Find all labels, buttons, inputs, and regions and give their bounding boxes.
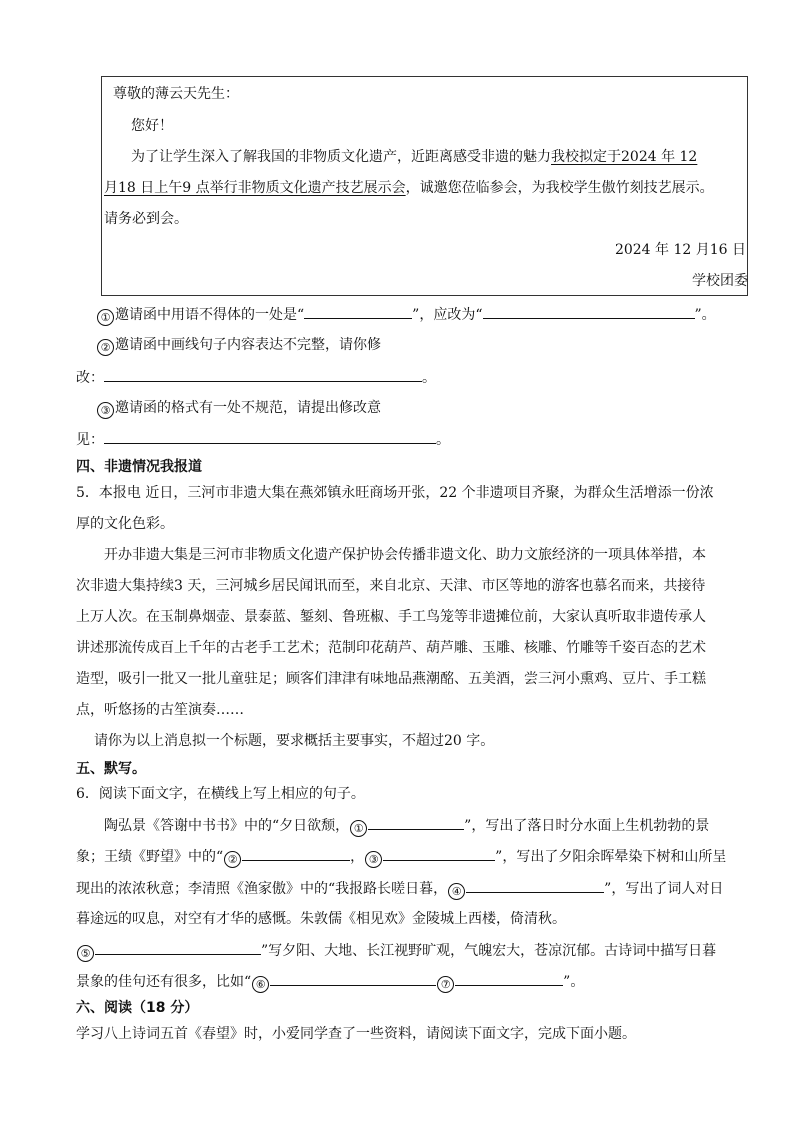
letter-question-2-answer: 改： 。 [76,367,436,388]
letter-body-line2: 月18 日上午9 点举行非物质文化遗产技艺展示会，诚邀您莅临参会，为我校学生傲竹刻技艺展示。 [104,180,714,196]
section6-intro: 学习八上诗词五首《春望》时，小爱同学查了一些资料，请阅读下面文字，完成下面小题。 [76,1026,636,1042]
news-paragraph-1a: 5．本报电 近日，三河市非遗大集在燕郊镇永旺商场开张，22 个非遗项目齐聚，为群众生活增添一份浓 [76,485,714,501]
dictation-line-4: 暮途远的叹息，对空有才华的感慨。朱敦儒《相见欢》金陵城上西楼，倚清秋。 [76,911,566,927]
news-paragraph-2-line2: 次非遗大集持续3 天，三河城乡居民闻讯而至，来自北京、天津、市区等地的游客也慕名而来，共接待 [76,578,706,594]
answer-blank[interactable] [304,304,412,319]
dictation-line-5: ⑤ ”写夕阳、大地、长江视野旷观，气魄宏大，苍凉沉郁。古诗词中描写日暮 [76,940,716,962]
section5-heading: 五、默写。 [76,761,146,777]
letter-greeting: 您好！ [131,118,173,134]
letter-question-1: ① 邀请函中用语不得体的一处是“ ”，应改为“ ”。 [96,304,716,326]
news-paragraph-2-line1: 开办非遗大集是三河市非物质文化遗产保护协会传播非遗文化、助力文旅经济的一项具体举措，本 [104,547,706,563]
section6-heading: 六、阅读（18 分） [76,1000,199,1016]
section4-heading: 四、非遗情况我报道 [76,459,202,475]
answer-blank[interactable] [483,304,695,319]
underlined-sentence-part1: 我校拟定于2024 年 12 [551,149,698,165]
answer-blank[interactable] [95,940,261,955]
letter-question-2: ② 邀请函中画线句子内容表达不完整，请你修 [96,335,381,356]
news-paragraph-2-line5: 造型，吸引一批又一批儿童驻足；顾客们津津有味地品燕潮酩、五美酒，尝三河小熏鸡、豆片、手工糕 [76,671,706,687]
dictation-line-2: 象；王绩《野望》中的“ ② ， ③ ”，写出了夕阳余晖晕染下树和山所呈 [76,846,726,868]
news-paragraph-2-line3: 上万人次。在玉制鼻烟壶、景泰蓝、錾刻、鲁班椒、手工鸟笼等非遗摊位前，大家认真听取非遗传承人 [76,609,706,625]
section5-question: 6．阅读下面文字，在横线上写上相应的句子。 [76,786,365,802]
answer-blank[interactable] [104,367,422,382]
news-question: 请你为以上消息拟一个标题，要求概括主要事实，不超过20 字。 [94,733,495,749]
news-paragraph-1b: 厚的文化色彩。 [76,516,174,532]
answer-blank[interactable] [270,971,436,986]
underlined-sentence-part2: 月18 日上午9 点举行非物质文化遗产技艺展示会 [104,180,406,196]
answer-blank[interactable] [383,846,495,861]
answer-blank[interactable] [242,846,350,861]
letter-body-line3: 请务必到会。 [104,211,188,227]
letter-body-line1: 为了让学生深入了解我国的非物质文化遗产，近距离感受非遗的魅力我校拟定于2024 年 12 [131,149,698,165]
letter-question-3-answer: 见： 。 [76,429,450,450]
news-paragraph-2-line6: 点，听悠扬的古笙演奏…… [76,702,244,718]
answer-blank[interactable] [466,878,604,893]
letter-sender: 学校团委 [692,273,748,289]
news-paragraph-2-line4: 讲述那流传成百上千年的古老手工艺术；范制印花葫芦、葫芦雕、玉雕、核雕、竹雕等千姿百态的艺术 [76,640,706,656]
answer-blank[interactable] [368,815,464,830]
answer-blank[interactable] [104,429,436,444]
letter-question-3: ③ 邀请函的格式有一处不规范，请提出修改意 [96,398,381,419]
dictation-line-6: 景象的佳句还有很多，比如“ ⑥ ⑦ ”。 [76,971,584,993]
answer-blank[interactable] [455,971,563,986]
letter-date: 2024 年 12 月16 日 [614,242,746,258]
dictation-line-3: 现出的浓浓秋意；李清照《渔家傲》中的“我报路长嗟日暮， ④ ”，写出了词人对日 [76,878,723,900]
letter-salutation: 尊敬的薄云天先生： [113,86,239,102]
dictation-line-1: 陶弘景《答谢中书书》中的“夕日欲颓， ① ”，写出了落日时分水面上生机勃勃的景 [104,815,709,837]
